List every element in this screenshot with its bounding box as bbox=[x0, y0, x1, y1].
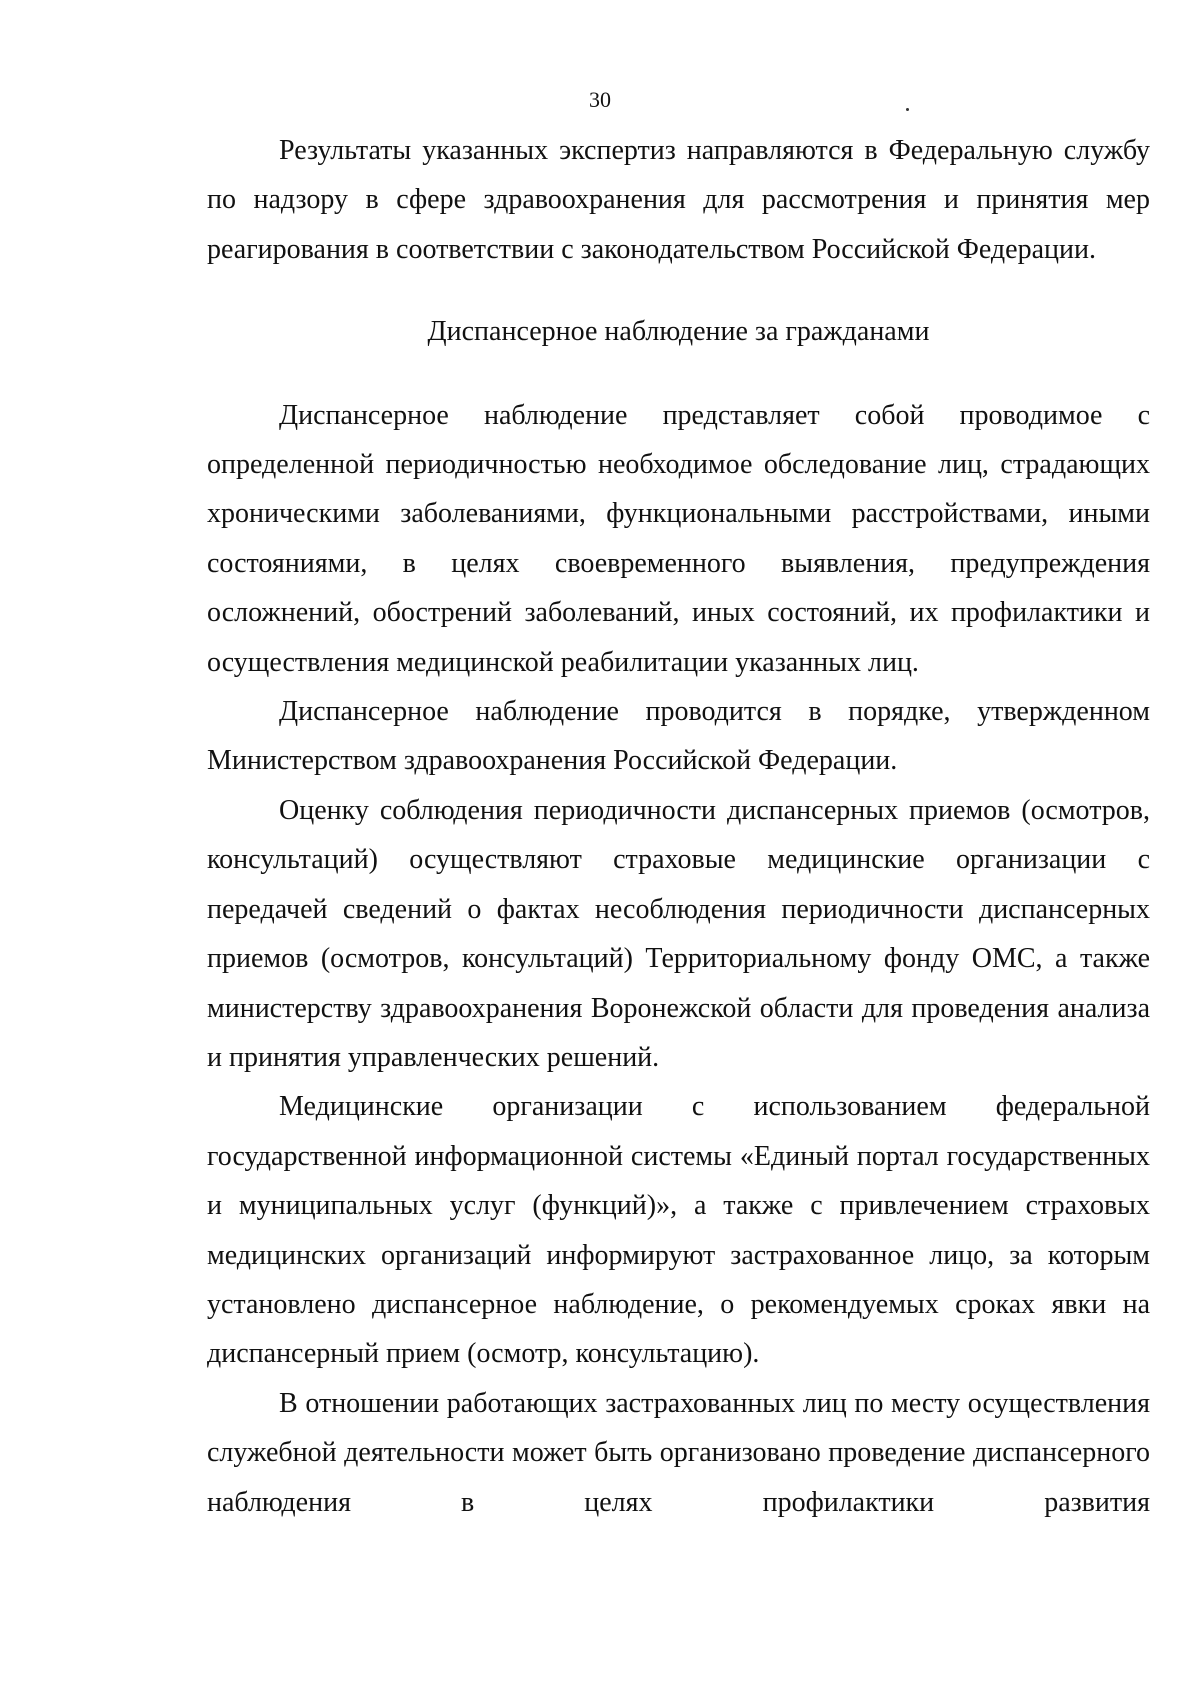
paragraph-expertise-results: Результаты указанных экспертиз направляются в Федеральную службу по надзору в сфере здравоохранения для рассмотрения и принятия мер реагирования в соответствии с законодательством Российской Федерации. bbox=[207, 135, 1150, 265]
paragraph-dispensary-definition: Диспансерное наблюдение представляет собой проводимое с определенной периодичностью необходимое обследование лиц, страдающих хроническими заболеваниями, функциональными расстройствами, иными состояниями, в целях своевременного выявления, предупреждения осложнений, обострений заболеваний, иных состояний, их профилактики и осуществления медицинской реабилитации указанных лиц. bbox=[207, 399, 1150, 678]
paragraph-workplace-observation: В отношении работающих застрахованных лиц по месту осуществления служебной деятельности может быть организовано проведение диспансерного наблюдения в целях профилактики развития bbox=[207, 1387, 1150, 1518]
document-body bbox=[207, 126, 1150, 1527]
scan-artifact-dot bbox=[906, 108, 909, 111]
section-heading: Диспансерное наблюдение за гражданами bbox=[427, 316, 930, 348]
paragraph-dispensary-procedure: Диспансерное наблюдение проводится в порядке, утвержденном Министерством здравоохранения Российской Федерации. bbox=[207, 696, 1150, 777]
page-number: 30 bbox=[589, 87, 611, 112]
paragraph-patient-informing: Медицинские организации с использованием федеральной государственной информационной системы «Единый портал государственных и муниципальных услуг (функций)», а также с привлечением страховых медицинских организаций информируют застрахованное лицо, за которым установлено диспансерное наблюдение, о рекомендуемых сроках явки на диспансерный прием (осмотр, консультацию). bbox=[207, 1091, 1150, 1370]
paragraph-periodicity-assessment: Оценку соблюдения периодичности диспансерных приемов (осмотров, консультаций) осуществляют страховые медицинские организации с передачей сведений о фактах несоблюдения периодичности диспансерных приемов (осмотров, консультаций) Территориальному фонду ОМС, а также министерству здравоохранения Воронежской области для проведения анализа и принятия управленческих решений. bbox=[207, 794, 1150, 1073]
